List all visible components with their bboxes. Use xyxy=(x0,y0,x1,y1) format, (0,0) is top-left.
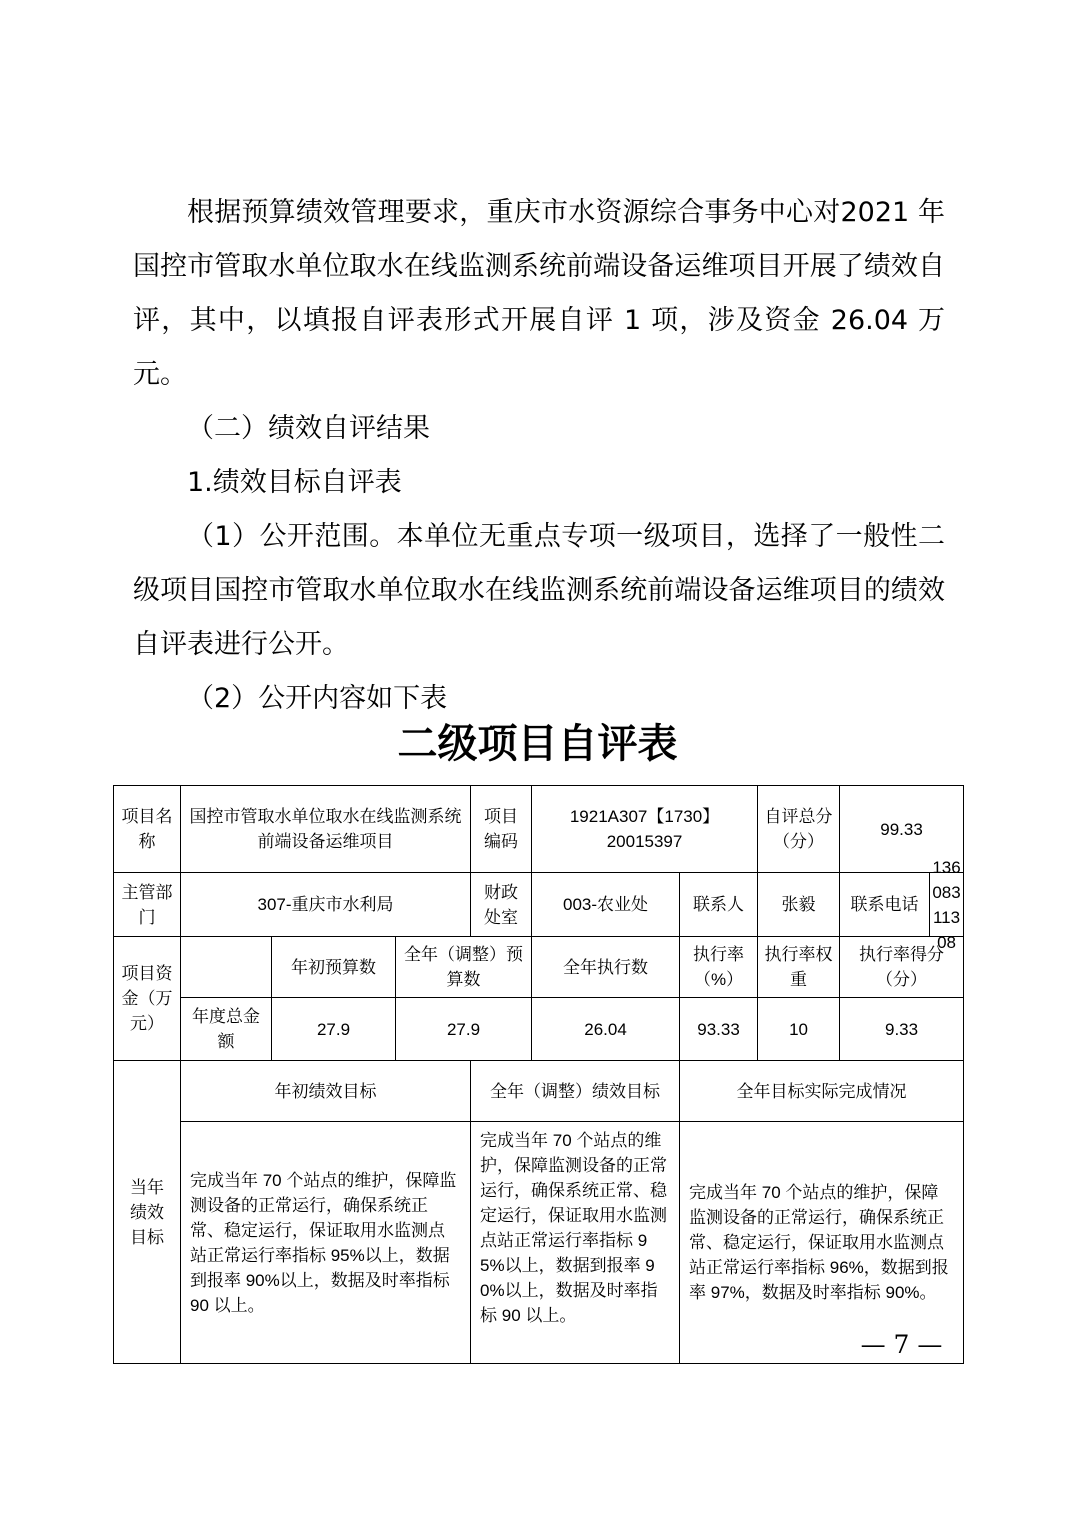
table-row xyxy=(114,1061,964,1122)
funds-label: 项目资金（万元） xyxy=(114,937,181,1061)
phone-cell xyxy=(840,857,964,952)
actual-completion-header: 全年目标实际完成情况 xyxy=(680,1061,964,1122)
table-row xyxy=(114,873,964,937)
adjusted-budget-value: 27.9 xyxy=(396,998,532,1061)
executed-header: 全年执行数 xyxy=(532,937,680,998)
department-label: 主管部门 xyxy=(114,873,181,937)
execution-rate-header: 执行率（%） xyxy=(680,937,758,998)
project-code-line-1: 1921A307【1730】 xyxy=(569,807,720,826)
table-row xyxy=(114,1122,964,1364)
execution-rate-value: 93.33 xyxy=(680,998,758,1061)
execution-weight-value: 10 xyxy=(758,998,840,1061)
adjusted-budget-header: 全年（调整）预算数 xyxy=(396,937,532,998)
intro-paragraph: 根据预算绩效管理要求，重庆市水资源综合事务中心对2021 年国控市管取水单位取水在线监测系统前端设备运维项目开展了绩效自评，其中，以填报自评表形式开展自评 1 项，涉及资金 26.04 万元。 xyxy=(133,197,945,390)
project-code-value xyxy=(532,786,758,873)
project-name-label: 项目名称 xyxy=(114,786,181,873)
adjusted-goal-text: 完成当年 70 个站点的维护，保障监测设备的正常运行，确保系统正常、稳定运行，保证取用水监测点站正常运行率指标 95%以上，数据到报率 90%以上，数据及时率指标 90 以上。 xyxy=(471,1122,680,1364)
initial-goal-header: 年初绩效目标 xyxy=(181,1061,471,1122)
phone-label: 联系电话 xyxy=(840,873,930,936)
table-title: 二级项目自评表 xyxy=(397,720,678,767)
table-row xyxy=(114,937,964,998)
content-heading: （2）公开内容如下表 xyxy=(187,683,448,714)
table-row xyxy=(114,786,964,873)
project-code-line-2: 20015397 xyxy=(606,832,683,851)
page-number: — 7 — xyxy=(860,1330,943,1359)
annual-total-label: 年度总金额 xyxy=(181,998,272,1061)
total-score-label: 自评总分（分） xyxy=(758,786,840,873)
total-score-value: 99.33 xyxy=(840,786,964,873)
finance-office-label: 财政处室 xyxy=(471,873,532,937)
initial-budget-value: 27.9 xyxy=(272,998,396,1061)
phone-value: 13608311308 xyxy=(932,857,961,952)
funds-corner-cell xyxy=(181,937,272,998)
adjusted-goal-header: 全年（调整）绩效目标 xyxy=(471,1061,680,1122)
phone-split xyxy=(840,857,963,952)
department-value: 307-重庆市水利局 xyxy=(181,873,471,937)
section-heading-results: （二）绩效自评结果 xyxy=(187,413,430,444)
subsection-heading-table: 1.绩效目标自评表 xyxy=(187,467,402,498)
project-code-label: 项目编码 xyxy=(471,786,532,873)
contact-label: 联系人 xyxy=(680,873,758,937)
finance-office-value: 003-农业处 xyxy=(532,873,680,937)
self-evaluation-table xyxy=(113,785,964,1364)
initial-goal-text: 完成当年 70 个站点的维护，保障监测设备的正常运行，确保系统正常、稳定运行，保证取用水监测点站正常运行率指标 95%以上，数据到报率 90%以上，数据及时率指标 90 以上。 xyxy=(181,1122,471,1364)
scope-paragraph: （1）公开范围。本单位无重点专项一级项目，选择了一般性二级项目国控市管取水单位取水在线监测系统前端设备运维项目的绩效自评表进行公开。 xyxy=(133,521,945,660)
executed-value: 26.04 xyxy=(532,998,680,1061)
goals-label: 当年绩效目标 xyxy=(114,1061,181,1364)
actual-completion-text: 完成当年 70 个站点的维护，保障监测设备的正常运行，确保系统正常、稳定运行，保证取用水监测点站正常运行率指标 96%，数据到报率 97%，数据及时率指标 90%。 xyxy=(680,1122,964,1364)
table-row xyxy=(114,998,964,1061)
execution-score-header: 执行率得分（分） xyxy=(840,937,964,998)
contact-value: 张毅 xyxy=(758,873,840,937)
initial-budget-header: 年初预算数 xyxy=(272,937,396,998)
execution-weight-header: 执行率权重 xyxy=(758,937,840,998)
execution-score-value: 9.33 xyxy=(840,998,964,1061)
project-name-value: 国控市管取水单位取水在线监测系统前端设备运维项目 xyxy=(181,786,471,873)
